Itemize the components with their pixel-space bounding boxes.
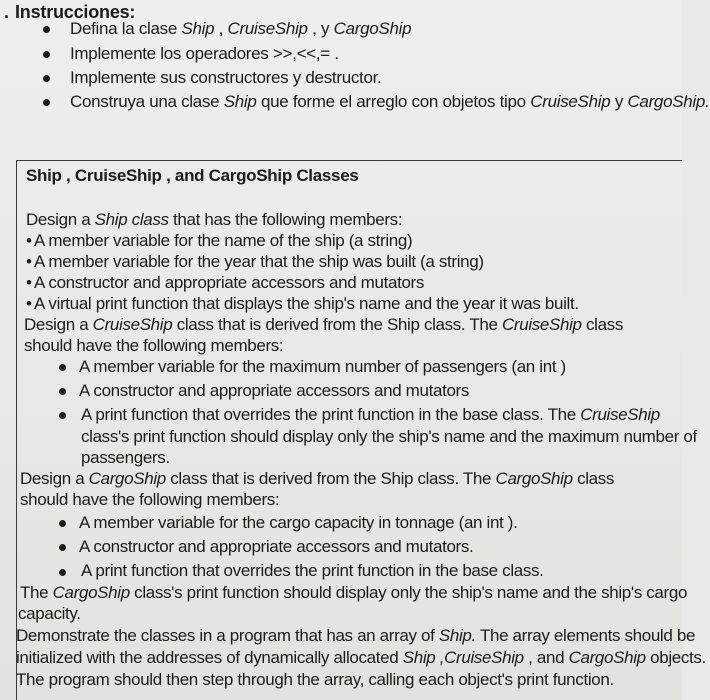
- should-have-line: should have the following members:: [24, 336, 284, 355]
- cargo-member-item: A print function that overrides the print function in the base class.: [81, 561, 544, 580]
- ship-member-item: A virtual print function that displays the ship's name and the year it was built.: [34, 294, 579, 313]
- instruction-item: Implemente los operadores >>,<<,= .: [70, 44, 339, 64]
- bullet-icon: [59, 569, 66, 576]
- page-edge-mark: .: [4, 2, 10, 22]
- cruise-print-line: passengers.: [81, 448, 170, 467]
- bullet-icon: •: [26, 273, 32, 292]
- ship-member-item: A member variable for the name of the ship (a string): [34, 231, 413, 250]
- instruction-item: Defina la clase Ship , CruiseShip , y CargoShip: [70, 19, 411, 39]
- design-cargo-line: Design a CargoShip class that is derived from the Ship class. The CargoShip class: [20, 469, 615, 488]
- instruction-item: Construya una clase Ship que forme el arreglo con objetos tipo CruiseShip y CargoShip.: [70, 92, 710, 112]
- ship-member-item: A member variable for the year that the ship was built (a string): [34, 252, 484, 271]
- bullet-icon: [43, 51, 50, 58]
- bullet-icon: [43, 75, 50, 82]
- design-cruise-line: Design a CruiseShip class that is derived from the Ship class. The CruiseShip class: [24, 315, 623, 334]
- cargo-member-item: A member variable for the cargo capacity in tonnage (an int ).: [79, 513, 518, 532]
- cargo-member-item: A constructor and appropriate accessors and mutators.: [79, 537, 474, 556]
- ship-member-item: A constructor and appropriate accessors and mutators: [34, 273, 425, 292]
- bullet-icon: [59, 544, 66, 551]
- demo-line: The program should then step through the array, calling each object's print function.: [16, 670, 614, 689]
- instructions-title: Instrucciones:: [15, 2, 136, 22]
- bullet-icon: •: [26, 294, 32, 313]
- cargo-print-line: capacity.: [18, 604, 81, 623]
- cruise-member-item: A constructor and appropriate accessors and mutators: [79, 381, 470, 400]
- bullet-icon: [43, 26, 50, 33]
- cargo-print-line: The CargoShip class's print function should display only the ship's name and the ship's cargo: [20, 583, 688, 602]
- cruise-print-line: class's print function should display only the ship's name and the maximum number of: [81, 427, 697, 446]
- demo-line: initialized with the addresses of dynamically allocated Ship ,CruiseShip , and CargoShip objects.: [16, 648, 706, 667]
- bullet-icon: •: [26, 231, 32, 250]
- bullet-icon: [59, 412, 66, 419]
- bullet-icon: [43, 99, 50, 106]
- box-title: Ship , CruiseShip , and CargoShip Classes: [26, 166, 359, 185]
- bullet-icon: •: [26, 252, 32, 271]
- bullet-icon: [59, 364, 66, 371]
- bullet-icon: [59, 520, 66, 527]
- cruise-member-item: A member variable for the maximum number of passengers (an int ): [79, 357, 566, 376]
- cruise-print-line: A print function that overrides the print function in the base class. The CruiseShip: [81, 405, 660, 424]
- should-have-line: should have the following members:: [20, 490, 280, 509]
- bullet-icon: [59, 388, 66, 395]
- design-ship-line: Design a Ship class that has the following members:: [26, 210, 403, 229]
- instruction-item: Implemente sus constructores y destructor.: [70, 68, 381, 88]
- demo-line: Demonstrate the classes in a program that has an array of Ship. The array elements should be: [16, 626, 696, 645]
